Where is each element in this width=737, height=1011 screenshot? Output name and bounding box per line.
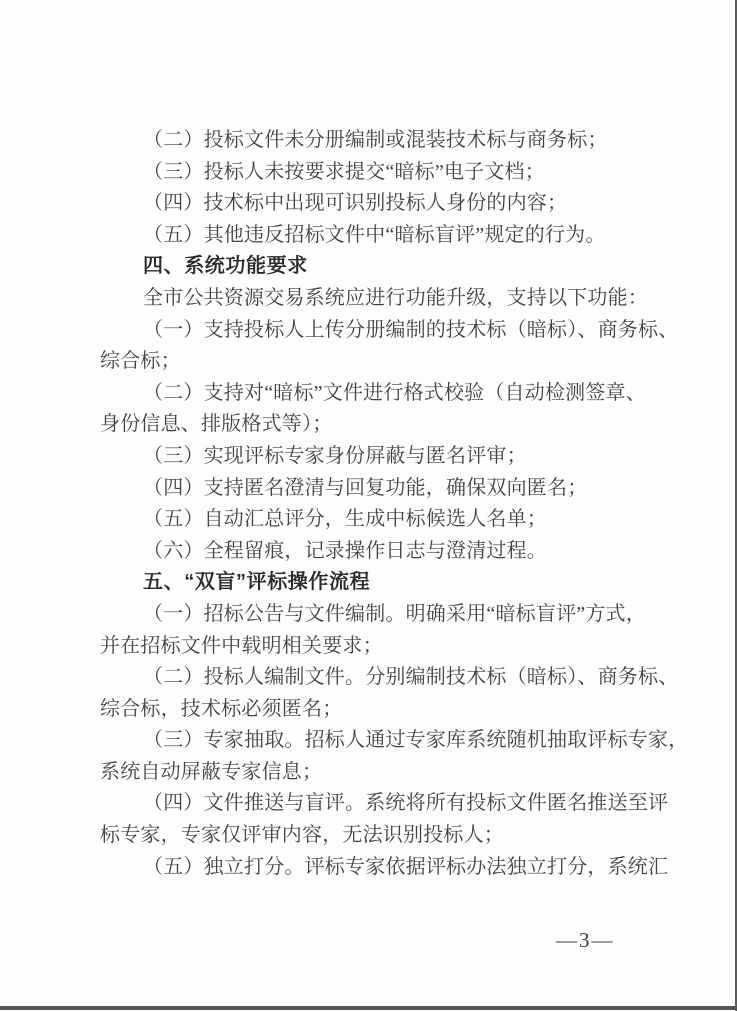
document-line: （四）支持匿名澄清与回复功能，确保双向匿名；	[143, 476, 588, 499]
document-line: （三）投标人未按要求提交“暗标”电子文档；	[143, 160, 545, 183]
document-line: （六）全程留痕，记录操作日志与澄清过程。	[143, 539, 547, 562]
document-line: 全市公共资源交易系统应进行功能升级，支持以下功能：	[143, 286, 648, 309]
document-line: （二）投标人编制文件。分别编制技术标（暗标）、商务标、	[143, 666, 679, 689]
document-line: （五）其他违反招标文件中“暗标盲评”规定的行为。	[143, 223, 606, 246]
document-line: （四）文件推送与盲评。系统将所有投标文件匿名推送至评	[143, 792, 669, 815]
document-line: （三）实现评标专家身份屏蔽与匿名评审；	[143, 444, 527, 467]
page-number: —3—	[556, 928, 615, 952]
document-line: 身份信息、排版格式等）；	[100, 413, 333, 436]
document-line: （四）技术标中出现可识别投标人身份的内容；	[143, 192, 568, 215]
document-line: 系统自动屏蔽专家信息；	[100, 760, 323, 783]
document-line: （一）招标公告与文件编制。明确采用“暗标盲评”方式，	[143, 602, 646, 625]
document-line: （二）投标文件未分册编制或混装技术标与商务标；	[143, 129, 608, 151]
document-body	[100, 125, 689, 883]
section-heading: 五、“双盲”评标操作流程	[143, 571, 371, 594]
document-line: （二）支持对“暗标”文件进行格式校验（自动检测签章、	[143, 381, 646, 404]
document-line: （五）自动汇总评分，生成中标候选人名单；	[143, 508, 547, 531]
document-line: 标专家，专家仅评审内容，无法识别投标人；	[100, 824, 504, 847]
document-line: 并在招标文件中载明相关要求；	[100, 634, 383, 657]
section-heading: 四、系统功能要求	[143, 255, 308, 278]
document-line: （三）专家抽取。招标人通过专家库系统随机抽取评标专家，	[143, 729, 689, 752]
document-line: （一）支持投标人上传分册编制的技术标（暗标）、商务标、	[143, 318, 679, 341]
document-line: 综合标；	[100, 350, 181, 373]
document-line: （五）独立打分。评标专家依据评标办法独立打分，系统汇	[143, 855, 669, 878]
document-line: 综合标，技术标必须匿名；	[100, 697, 343, 720]
scan-edge-bottom	[0, 1006, 737, 1010]
